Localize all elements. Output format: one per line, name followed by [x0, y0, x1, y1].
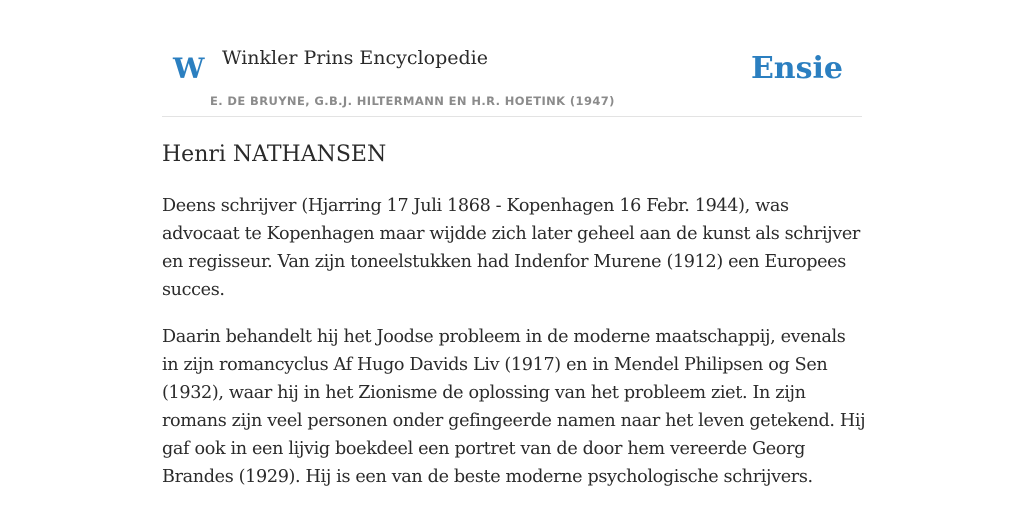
encyclopedia-logo[interactable]: W — [173, 52, 205, 85]
entry-body — [162, 192, 866, 510]
ensie-logo[interactable]: Ensie — [750, 51, 843, 86]
work-authors: E. DE BRUYNE, G.B.J. HILTERMANN EN H.R. HOETINK (1947) — [210, 94, 615, 108]
paragraph: Daarin behandelt hij het Joodse probleem in de moderne maatschappij, evenals in zijn romancyclus Af Hugo Davids Liv (1917) en in Mendel Philipsen og Sen (1932), waar hij in het Zionisme de oplossing van het probleem ziet. In zijn romans zijn veel personen onder gefingeerde namen naar het leven getekend. Hij gaf ook in een lijvig boekdeel een portret van de door hem vereerde Georg Brandes (1929). Hij is een van de beste moderne psychologische schrijvers. — [162, 327, 866, 487]
work-title-link[interactable]: Winkler Prins Encyclopedie — [222, 47, 488, 69]
paragraph: Deens schrijver (Hjarring 17 Juli 1868 - Kopenhagen 16 Febr. 1944), was advocaat te Kopenhagen maar wijdde zich later geheel aan de kunst als schrijver en regisseur. Van zijn toneelstukken had Indenfor Murene (1912) een Europees succes. — [162, 196, 860, 300]
entry-title: Henri NATHANSEN — [162, 142, 387, 167]
header — [162, 0, 862, 117]
